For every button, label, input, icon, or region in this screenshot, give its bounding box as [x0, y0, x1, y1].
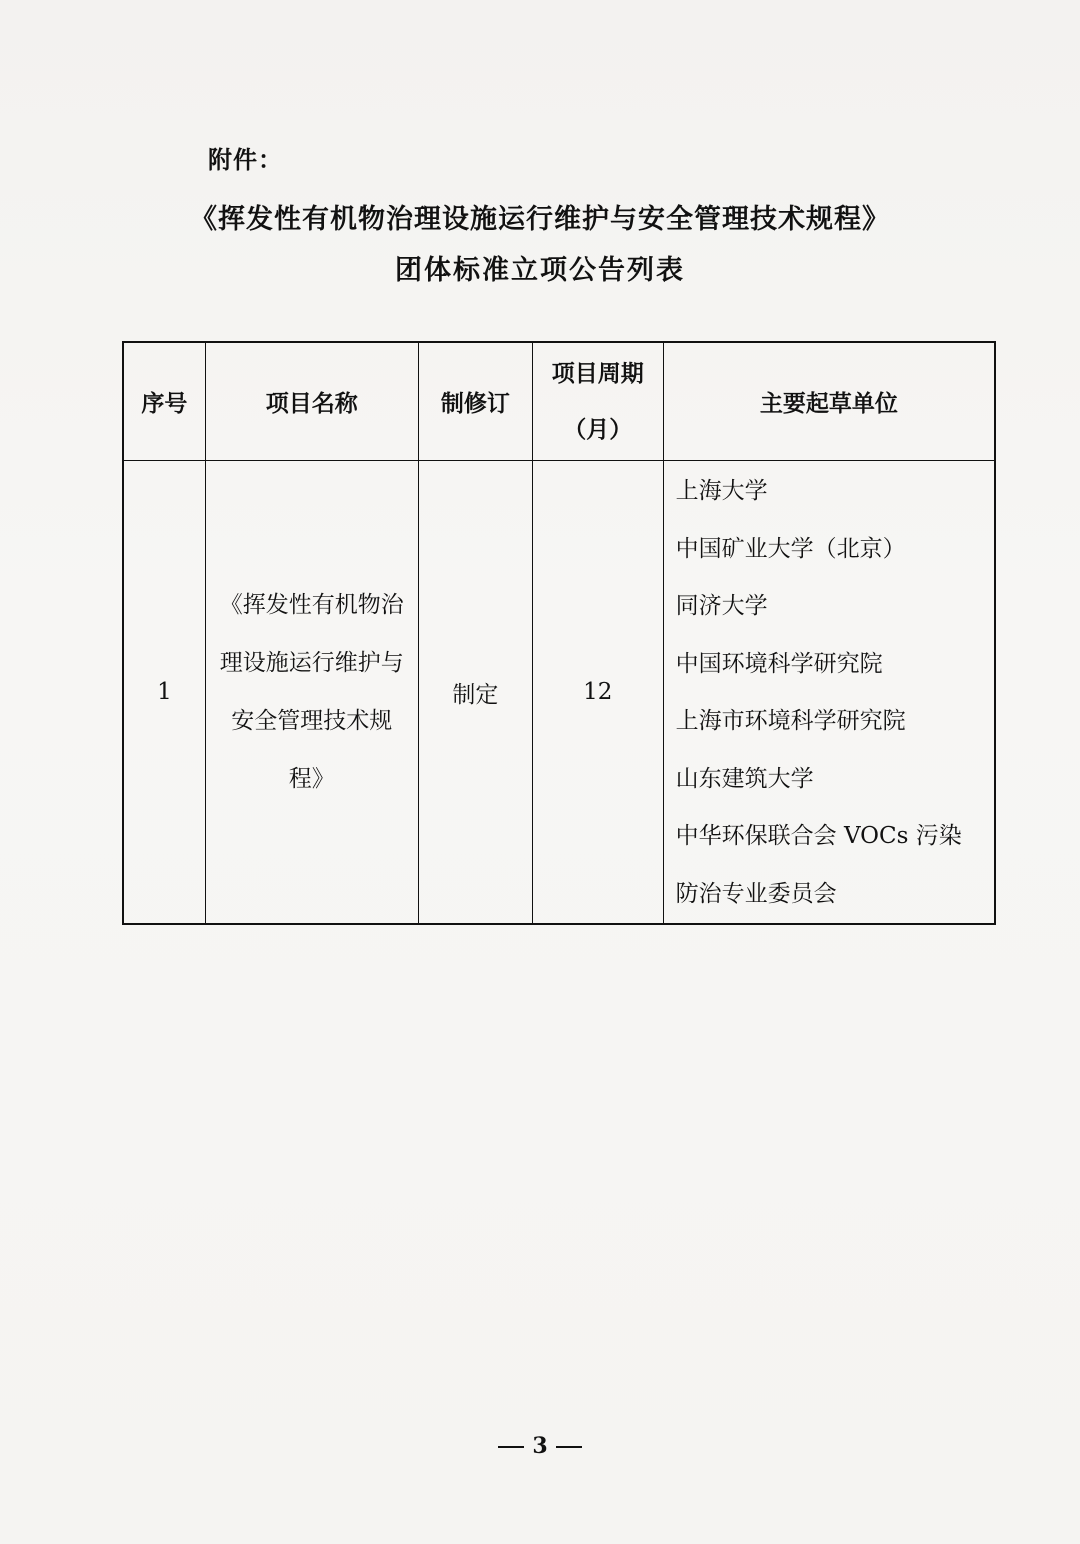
document-title: 《挥发性有机物治理设施运行维护与安全管理技术规程》 [190, 204, 890, 235]
drafter-item: 中国矿业大学（北京） [675, 535, 906, 562]
drafter-item: 山东建筑大学 [675, 765, 814, 792]
drafter-item: 上海市环境科学研究院 [675, 708, 906, 734]
table-header-row [123, 342, 995, 461]
drafter-item: 中国环境科学研究院 [675, 650, 883, 677]
cell-seq: 1 [123, 461, 205, 925]
header-period-line1: 项目周期 [551, 360, 644, 387]
header-drafters: 主要起草单位 [663, 342, 995, 461]
table-row [123, 461, 995, 925]
project-table [122, 341, 996, 925]
cell-type: 制定 [418, 461, 532, 925]
header-period-line2: （月） [563, 416, 633, 443]
page-footer [0, 1433, 1080, 1459]
drafter-item: 防治专业委员会 [675, 880, 837, 907]
document-subtitle: 团体标准立项公告列表 [395, 255, 685, 286]
drafter-item: 同济大学 [675, 593, 768, 619]
drafter-item: 中华环保联合会 VOCs 污染 [675, 823, 962, 849]
footer-dash-right [556, 1446, 582, 1448]
header-seq: 序号 [123, 342, 205, 461]
cell-drafters [663, 461, 995, 925]
page-number: 3 [532, 1433, 548, 1459]
footer-dash-left [498, 1446, 524, 1448]
cell-project-name: 《挥发性有机物治理设施运行维护与安全管理技术规程》 [205, 461, 418, 925]
header-type: 制修订 [418, 342, 532, 461]
cell-period: 12 [532, 461, 663, 925]
header-name: 项目名称 [205, 342, 418, 461]
header-period [532, 342, 663, 461]
drafter-item: 上海大学 [675, 478, 768, 504]
attachment-label: 附件： [208, 146, 283, 174]
